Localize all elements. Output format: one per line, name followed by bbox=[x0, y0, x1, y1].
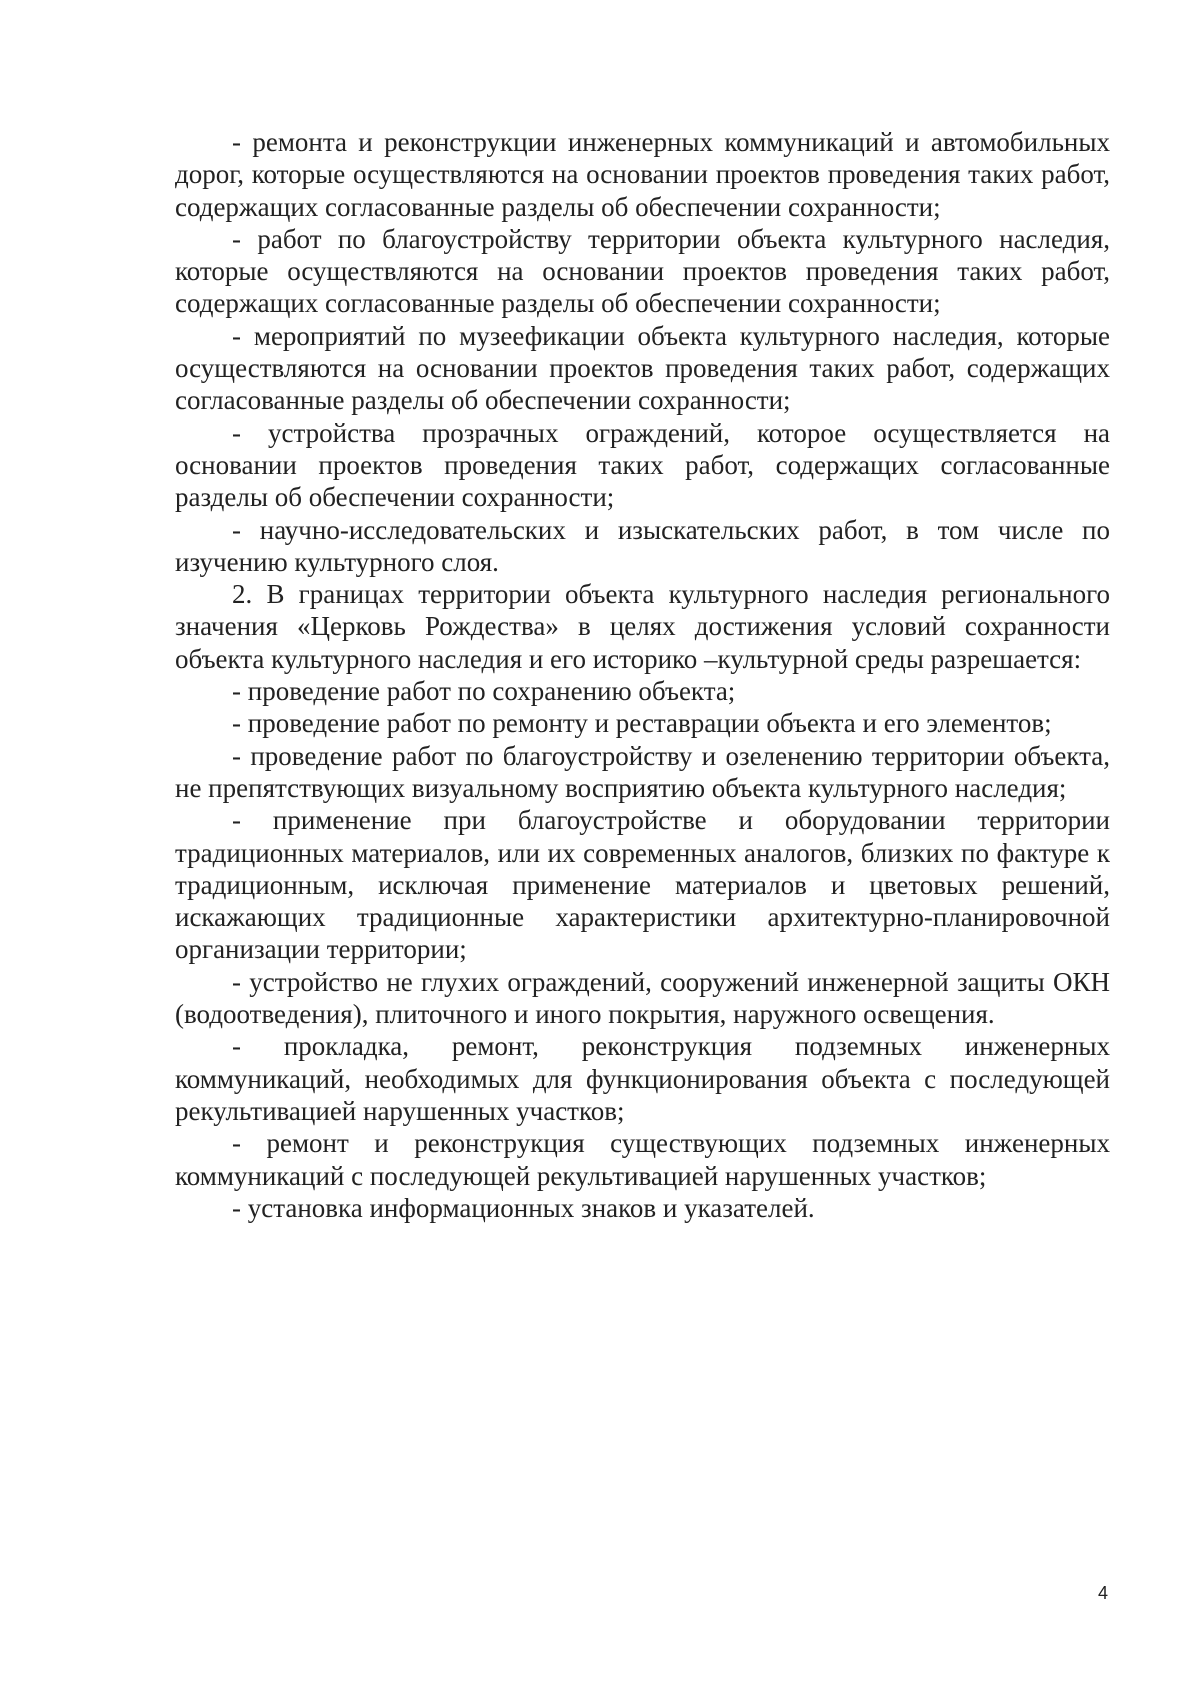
paragraph-repair-utilities-roads: - ремонта и реконструкции инженерных коммуникаций и автомобильных дорог, которые осуществляются на основании проектов проведения таких работ, содержащих согласованные разделы об обеспечении сохранности; bbox=[175, 127, 1110, 222]
paragraph-utilities-reconstruction: - ремонт и реконструкция существующих подземных инженерных коммуникаций с последующей рекультивацией нарушенных участков; bbox=[175, 1128, 1110, 1191]
paragraph-repair-restoration: - проведение работ по ремонту и реставрации объекта и его элементов; bbox=[232, 708, 1052, 739]
paragraph-landscaping-works: - работ по благоустройству территории объекта культурного наследия, которые осуществляются на основании проектов проведения таких работ, содержащих согласованные разделы об обеспечении сохранности; bbox=[175, 223, 1110, 319]
paragraph-traditional-materials: - применение при благоустройстве и оборудовании территории традиционных материалов, или их современных аналогов, близких по фактуре к традиционным, исключая применение материалов и цветовых решений, искажающих традиционные характеристики архитектурно-планировочной организации территории; bbox=[175, 805, 1110, 965]
paragraph-fences-coverings: - устройство не глухих ограждений, сооружений инженерной защиты ОКН (водоотведения), плиточного и иного покрытия, наружного освещения. bbox=[175, 966, 1110, 1030]
paragraph-research-works: - научно-исследовательских и изыскательских работ, в том числе по изучению культурного слоя. bbox=[175, 514, 1110, 577]
paragraph-preservation-works: - проведение работ по сохранению объекта; bbox=[232, 676, 736, 707]
paragraph-museumification: - мероприятий по музеефикации объекта культурного наследия, которые осуществляются на основании проектов проведения таких работ, содержащих согласованные разделы об обеспечении сохранности; bbox=[175, 320, 1110, 416]
paragraph-landscaping-greening: - проведение работ по благоустройству и озеленению территории объекта, не препятствующих визуальному восприятию объекта культурного наследия; bbox=[175, 740, 1110, 803]
paragraph-section-2-permitted: 2. В границах территории объекта культурного наследия регионального значения «Церковь Рождества» в целях достижения условий сохранности объекта культурного наследия и его историко –культурной среды разрешается: bbox=[175, 579, 1110, 674]
paragraph-transparent-fences: - устройства прозрачных ограждений, которое осуществляется на основании проектов проведения таких работ, содержащих согласованные разделы об обеспечении сохранности; bbox=[175, 417, 1110, 513]
paragraph-information-signs: - установка информационных знаков и указателей. bbox=[232, 1192, 815, 1223]
document-body bbox=[175, 126, 1110, 1224]
page-number: 4 bbox=[1098, 1583, 1109, 1603]
paragraph-utilities-laying: - прокладка, ремонт, реконструкция подземных инженерных коммуникаций, необходимых для функционирования объекта с последующей рекультивацией нарушенных участков; bbox=[175, 1031, 1110, 1126]
